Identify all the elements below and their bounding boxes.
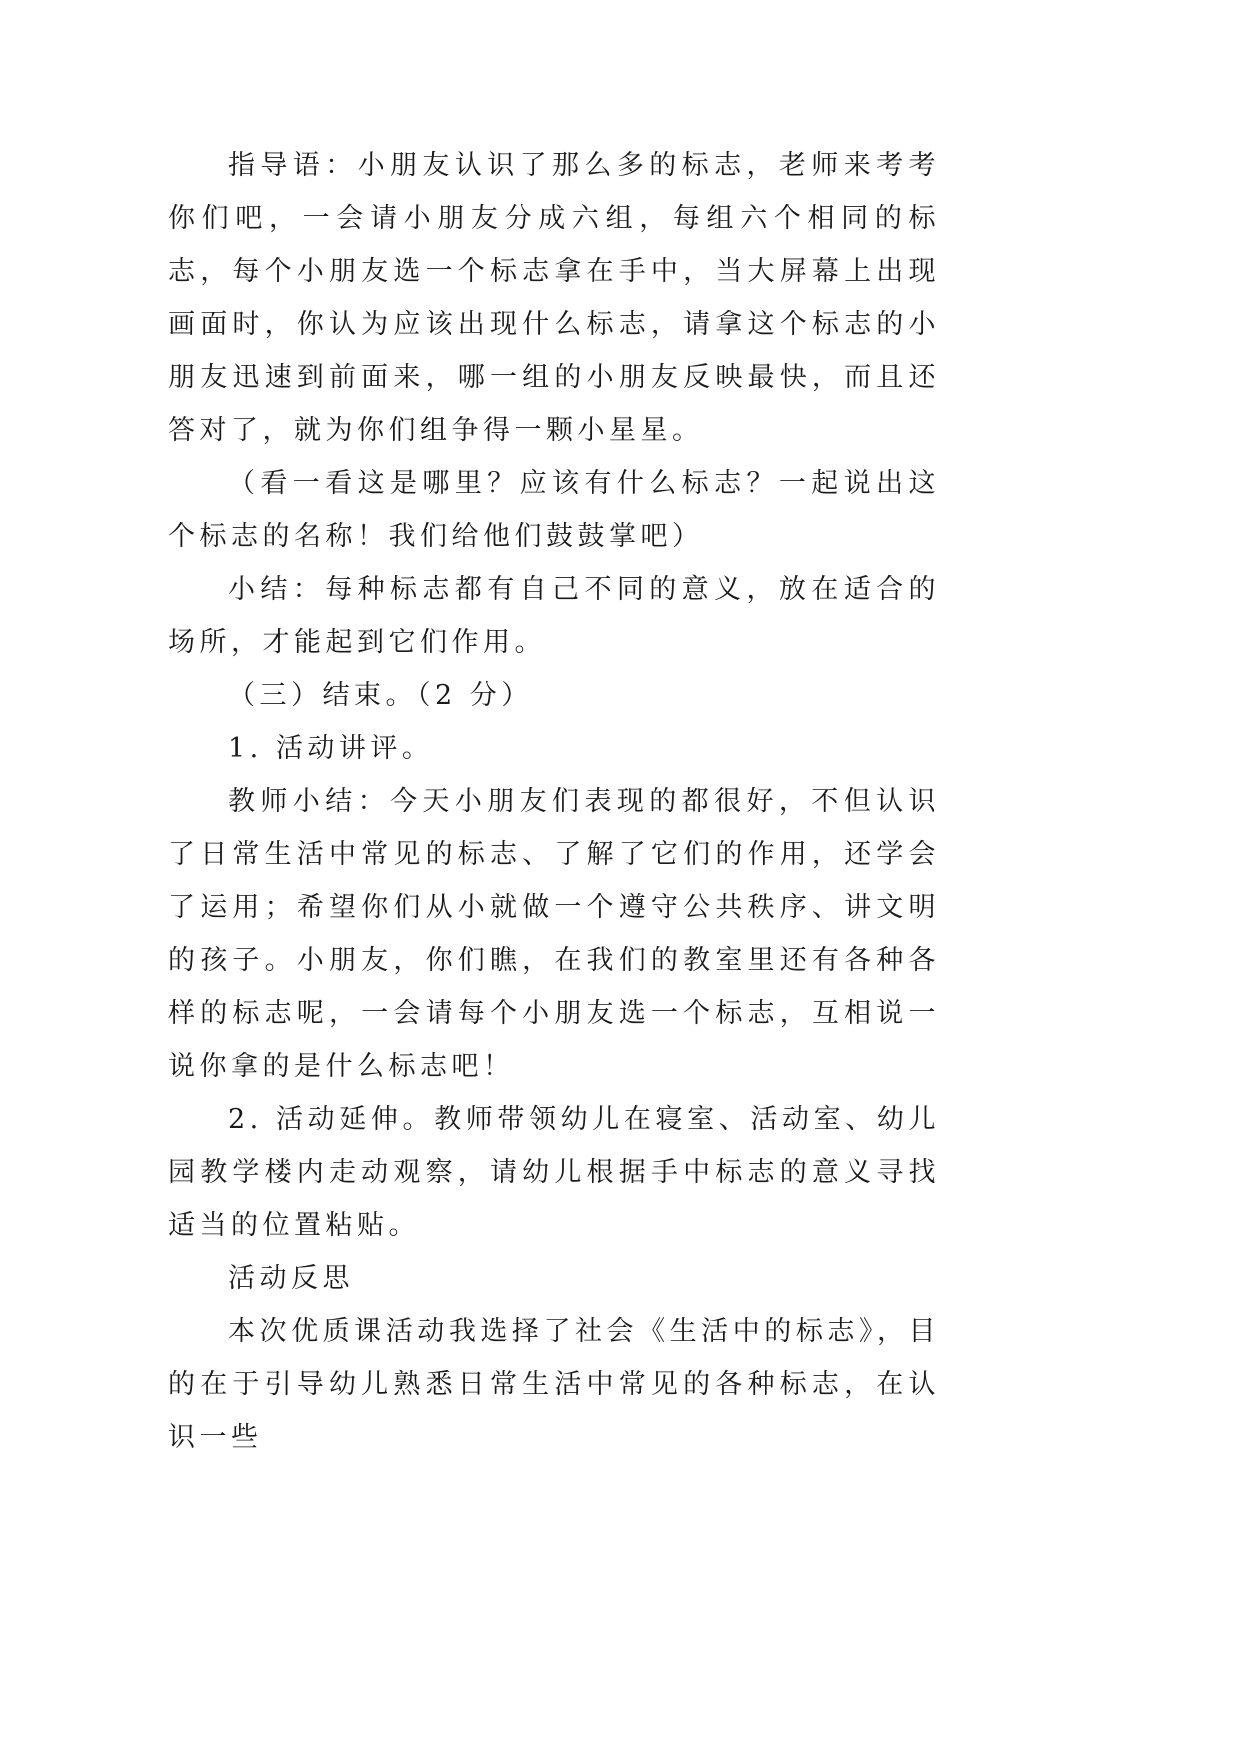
paragraph-teacher-summary: 教师小结：今天小朋友们表现的都很好，不但认识了日常生活中常见的标志、了解了它们的作用，还学会了运用；希望你们从小就做一个遵守公共秩序、讲文明的孩子。小朋友，你们瞧，在我们的教室里还有各种各样的标志呢，一会请每个小朋友选一个标志，互相说一说你拿的是什么标志吧！ [168, 786, 940, 1082]
document-body [168, 139, 940, 1464]
section-heading-ending: （三）结束。（2 分） [228, 680, 533, 711]
paragraph-guidance: 指导语：小朋友认识了那么多的标志，老师来考考你们吧，一会请小朋友分成六组，每组六个相同的标志，每个小朋友选一个标志拿在手中，当大屏幕上出现画面时，你认为应该出现什么标志，请拿这个标志的小朋友迅速到前面来，哪一组的小朋友反映最快，而且还答对了，就为你们组争得一颗小星星。 [168, 150, 940, 446]
list-item-activity-extension: 2. 活动延伸。教师带领幼儿在寝室、活动室、幼儿园教学楼内走动观察，请幼儿根据手中标志的意义寻找适当的位置粘贴。 [168, 1104, 940, 1241]
list-item-activity-review: 1. 活动讲评。 [228, 733, 434, 764]
paragraph-reflection: 本次优质课活动我选择了社会《生活中的标志》，目的在于引导幼儿熟悉日常生活中常见的各种标志，在认识一些 [168, 1316, 940, 1453]
paragraph-summary: 小结：每种标志都有自己不同的意义，放在适合的场所，才能起到它们作用。 [168, 574, 940, 658]
paragraph-look-prompt: （看一看这是哪里？应该有什么标志？一起说出这个标志的名称！我们给他们鼓鼓掌吧） [168, 468, 940, 552]
section-heading-reflection: 活动反思 [228, 1263, 354, 1294]
